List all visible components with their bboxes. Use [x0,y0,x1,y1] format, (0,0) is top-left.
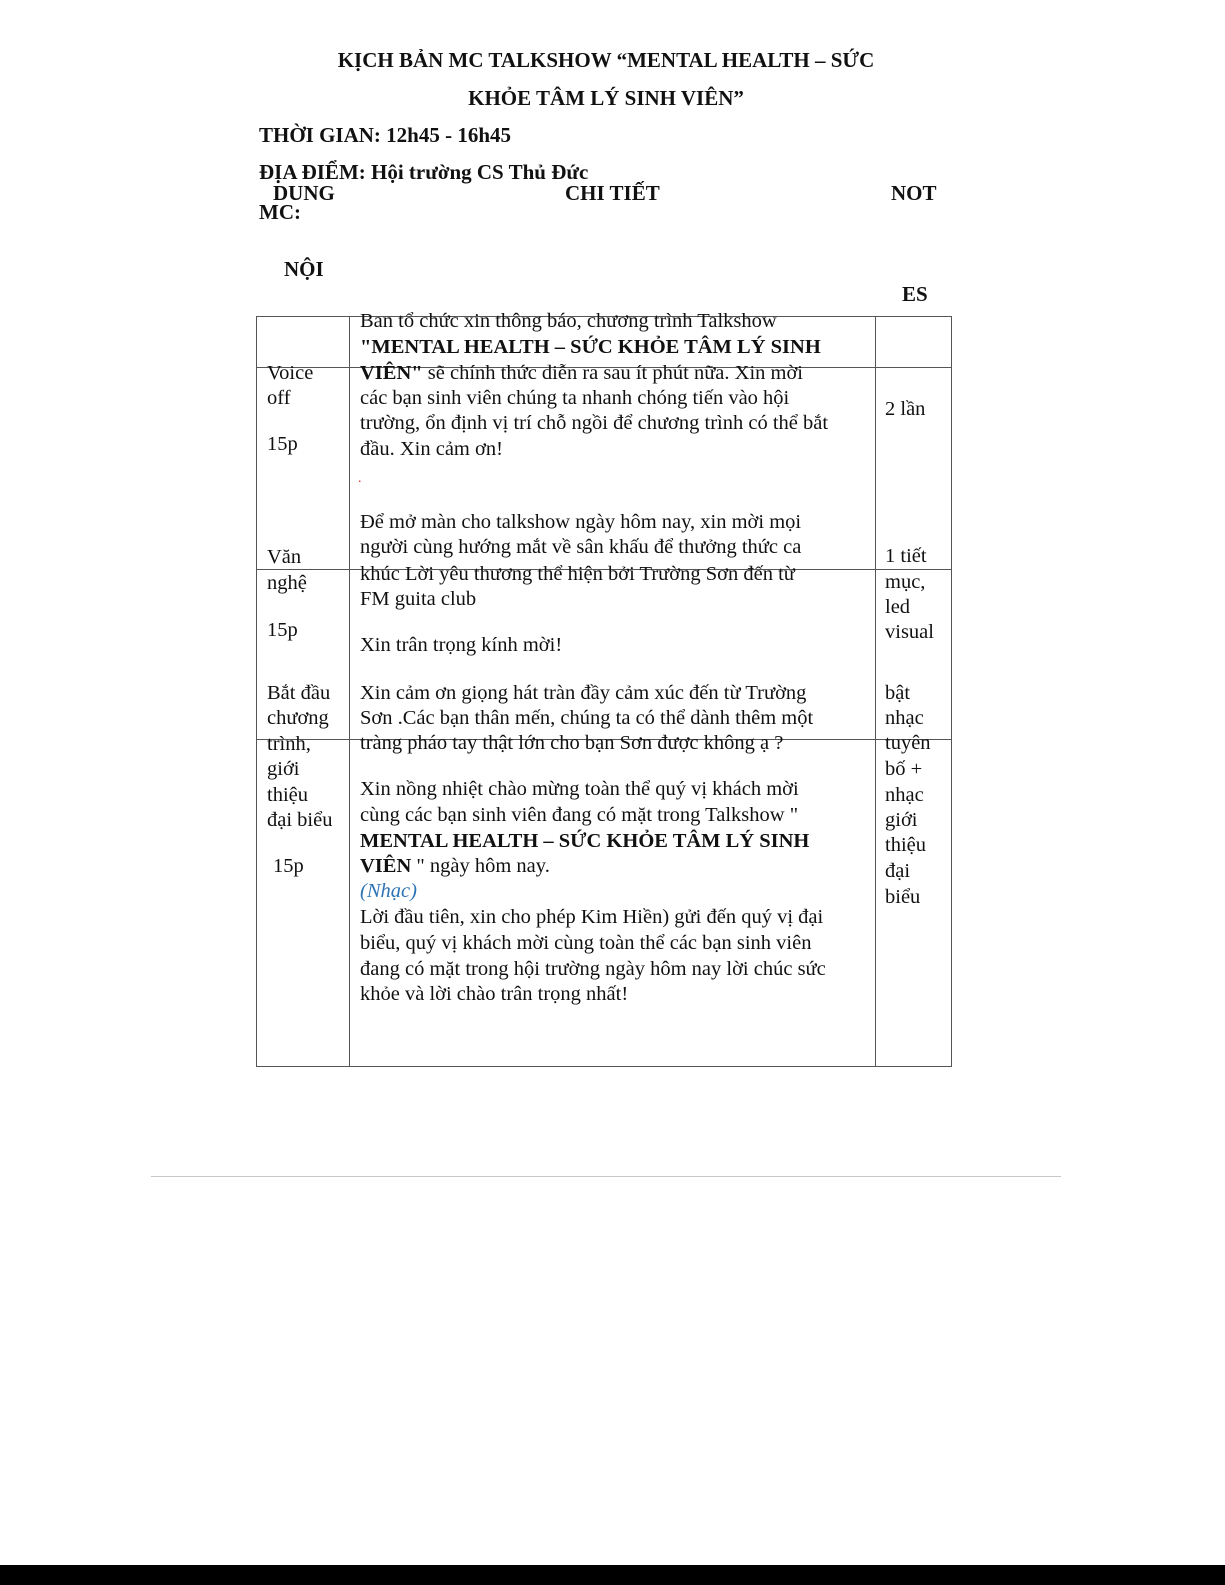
row-notes-line: tuyên [885,732,931,754]
row-detail-line: Xin nồng nhiệt chào mừng toàn thể quý vị khách mời [360,778,799,800]
table-border-right [951,316,952,1067]
row-notes-line: đại [885,860,911,882]
row-detail-line: tràng pháo tay thật lớn cho bạn Sơn được không ạ ? [360,732,784,754]
table-divider-1 [349,316,350,1067]
row-notes-line: nhạc [885,784,924,806]
row-content-line: giới [267,758,300,780]
row-detail-line: đầu. Xin cảm ơn! [360,438,503,460]
row-detail-line: Lời đầu tiên, xin cho phép Kim Hiền) gửi đến quý vị đại [360,906,824,928]
header-notes-part-1: NOT [891,181,937,205]
row-content-line: Văn [267,546,302,568]
row-content-line: thiệu [267,784,308,806]
row-notes-line: bật [885,682,911,704]
row-detail-line: biểu, quý vị khách mời cùng toàn thể các bạn sinh viên [360,932,812,954]
row-detail-line: Xin trân trọng kính mời! [360,634,563,656]
row-detail-line: khúc Lời yêu thương thể hiện bởi Trường Sơn đến từ [360,563,795,585]
row-detail-line [360,854,550,880]
row-duration: 15p [267,619,298,641]
document-title-line-2: KHỎE TÂM LÝ SINH VIÊN” [468,86,744,110]
event-venue: ĐỊA ĐIỂM: Hội trường CS Thủ Đức [259,160,589,184]
row-content-line: Voice [267,362,314,384]
row-detail-fragment: " ngày hôm nay. [411,855,550,877]
row-detail-line-bold: "MENTAL HEALTH – SỨC KHỎE TÂM LÝ SINH [360,336,821,358]
row-notes-line: bố + [885,758,923,780]
row-content-line: Bắt đầu [267,682,331,704]
row-detail-line: khỏe và lời chào trân trọng nhất! [360,983,629,1005]
header-notes-part-2: ES [902,282,928,306]
row-detail-line: Ban tổ chức xin thông báo, chương trình Talkshow [360,310,777,332]
table-divider-2 [875,316,876,1067]
row-detail-bold-fragment: VIÊN" [360,362,423,384]
row-detail-line: cùng các bạn sinh viên đang có mặt trong Talkshow " [360,804,799,826]
header-content-part-1: NỘI [284,257,324,281]
row-notes-line: biểu [885,886,921,908]
music-cue: (Nhạc) [360,880,417,902]
row-notes-line: led [885,596,911,618]
table-border-bottom [256,1066,952,1067]
row-notes-line: 2 lần [885,398,926,420]
row-detail-line: Xin cảm ơn giọng hát tràn đầy cảm xúc đến từ Trường [360,682,807,704]
row-content-line: trình, [267,733,311,755]
row-detail-fragment: sẽ chính thức diễn ra sau ít phút nữa. Xin mời [422,362,804,384]
page-footer-divider [151,1176,1061,1177]
row-detail-line: FM guita club [360,588,477,610]
row-notes-line: visual [885,621,934,643]
row-content-line: nghệ [267,572,307,594]
row-detail-line: trường, ổn định vị trí chỗ ngồi để chương trình có thể bắt [360,412,829,434]
viewer-bottom-bar [0,1565,1225,1585]
header-content-part-2: DUNG [273,181,335,205]
row-detail-line: Để mở màn cho talkshow ngày hôm nay, xin mời mọi [360,511,802,533]
mc-label: MC: [259,200,301,224]
event-time: THỜI GIAN: 12h45 - 16h45 [259,123,512,147]
row-duration: 15p [267,433,298,455]
header-detail: CHI TIẾT [565,181,660,205]
table-border-left [256,316,257,1067]
row-content-line: đại biểu [267,809,333,831]
row-notes-line: nhạc [885,707,924,729]
row-detail-line: Sơn .Các bạn thân mến, chúng ta có thể dành thêm một [360,707,814,729]
row-notes-line: thiệu [885,834,926,856]
row-notes-line: giới [885,809,918,831]
row-detail-line-bold: MENTAL HEALTH – SỨC KHỎE TÂM LÝ SINH [360,830,810,852]
row-notes-line: mục, [885,571,926,593]
row-detail-line: các bạn sinh viên chúng ta nhanh chóng tiến vào hội [360,387,790,409]
row-detail-line: đang có mặt trong hội trường ngày hôm nay lời chúc sức [360,958,826,980]
row-duration: 15p [273,855,304,877]
row-detail-line [360,361,803,387]
red-mark: . [358,471,362,486]
row-content-line: off [267,387,291,409]
row-detail-bold-fragment: VIÊN [360,855,412,877]
row-content-line: chương [267,707,329,729]
row-notes-line: 1 tiết [885,545,927,567]
row-detail-line: người cùng hướng mắt về sân khấu để thưởng thức ca [360,536,802,558]
document-title-line-1: KỊCH BẢN MC TALKSHOW “MENTAL HEALTH – SỨC [337,48,875,72]
